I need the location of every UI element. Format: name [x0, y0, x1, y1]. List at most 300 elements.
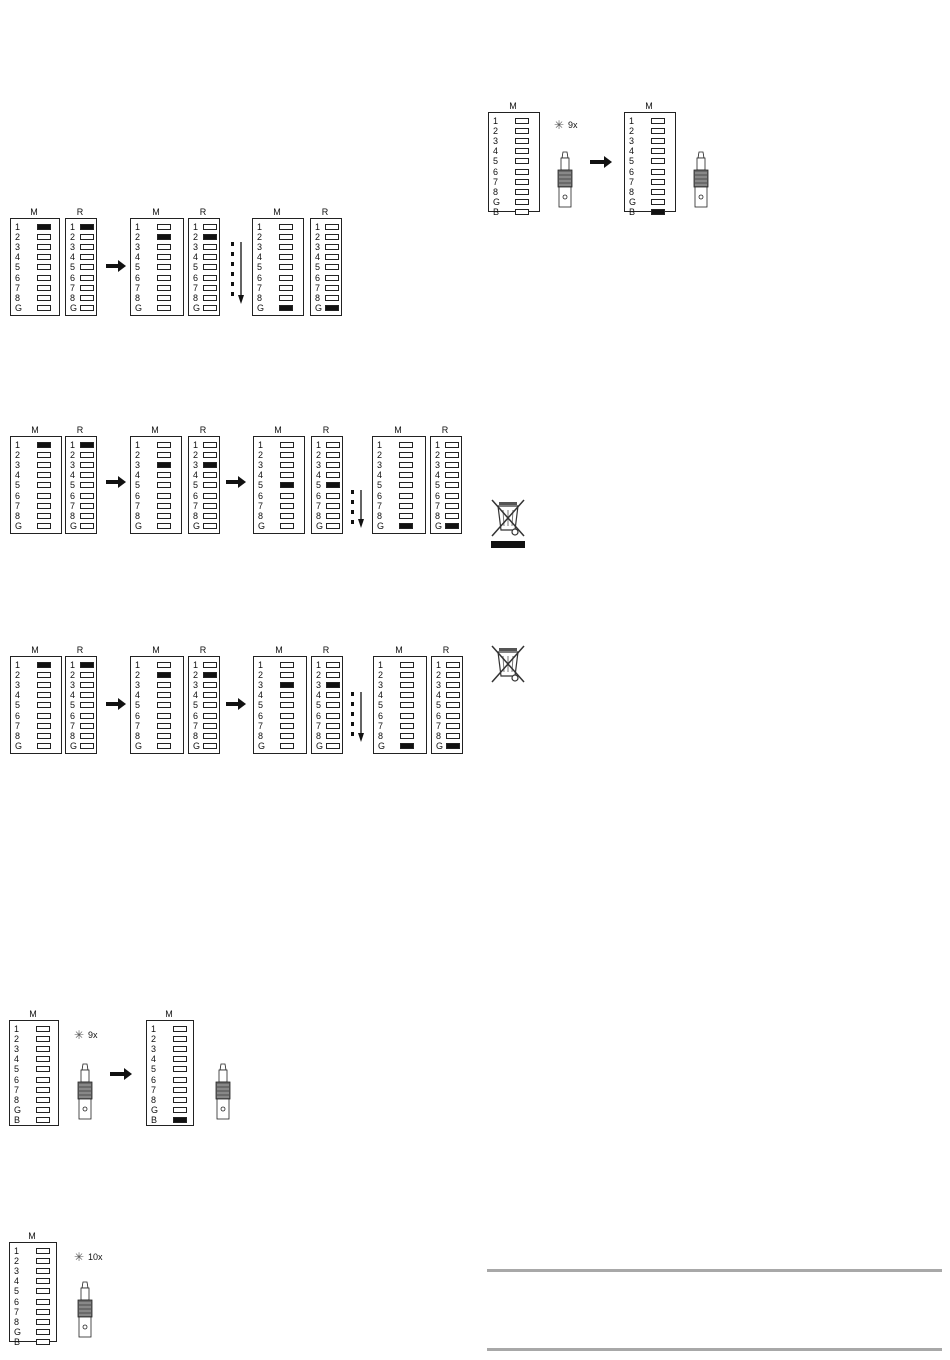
wire-row: [193, 521, 217, 531]
wire-row: [15, 232, 57, 242]
wire-number: G: [377, 520, 385, 531]
wire-row: [436, 700, 460, 710]
led-indicator: [203, 503, 217, 509]
wire-row: [257, 222, 301, 232]
wire-number: 6: [258, 710, 264, 721]
wire-number: 2: [70, 232, 76, 243]
remote-unit-panel: [311, 656, 343, 754]
wire-row: [257, 303, 301, 313]
wire-number: 7: [70, 720, 76, 731]
led-indicator: [36, 1036, 50, 1042]
led-indicator: [80, 493, 94, 499]
wire-row: [258, 470, 302, 480]
main-unit-panel: [10, 656, 62, 754]
wire-number: 5: [135, 700, 141, 711]
wire-row: [257, 252, 301, 262]
wire-number: G: [151, 1104, 159, 1115]
wire-row: [135, 222, 181, 232]
wire-row: [193, 731, 217, 741]
wire-number: 2: [315, 232, 321, 243]
main-unit-label: M: [273, 207, 281, 217]
wire-row: [14, 1105, 56, 1115]
led-indicator: [37, 295, 51, 301]
led-indicator: [36, 1258, 50, 1264]
wire-row: [193, 303, 217, 313]
wire-number: 8: [14, 1094, 20, 1105]
blink-count-text: 9x: [568, 120, 578, 130]
blink-star-icon: ✳: [74, 1028, 85, 1042]
wire-number: 8: [316, 730, 322, 741]
wire-row: [435, 460, 459, 470]
wire-number: 1: [377, 440, 383, 450]
wire-row: [193, 232, 217, 242]
wire-row: [15, 283, 57, 293]
wire-row: [436, 741, 460, 751]
wire-row: [70, 491, 94, 501]
main-unit-label: M: [29, 1009, 37, 1019]
wire-row: [15, 303, 57, 313]
wire-row: [316, 460, 340, 470]
wire-number: 4: [377, 470, 383, 481]
led-indicator: [399, 482, 413, 488]
remote-unit-label: R: [76, 645, 84, 655]
wire-number: 8: [135, 292, 141, 303]
wire-number: 6: [14, 1296, 20, 1307]
wire-number: 8: [435, 510, 441, 521]
led-indicator: [515, 148, 529, 154]
wire-row: [316, 690, 340, 700]
wire-number: 2: [15, 232, 21, 243]
main-unit-label: M: [394, 425, 402, 435]
wire-number: G: [257, 302, 265, 313]
wire-row: [70, 511, 94, 521]
wire-number: 4: [135, 690, 141, 701]
remote-unit-panel: [65, 436, 97, 534]
wire-number: 5: [435, 480, 441, 491]
wire-row: [193, 670, 217, 680]
remote-unit-label: R: [441, 425, 449, 435]
wire-row: [14, 1266, 54, 1276]
wire-row: [493, 207, 537, 217]
wire-number: 3: [629, 136, 635, 147]
right-arrow-icon: [106, 260, 126, 272]
led-indicator: [400, 723, 414, 729]
wire-number: 5: [193, 700, 199, 711]
wire-row: [378, 731, 424, 741]
remote-unit-label: R: [321, 207, 329, 217]
wire-row: [315, 293, 339, 303]
wire-row: [493, 116, 537, 126]
wire-number: 3: [14, 1044, 20, 1055]
wire-number: 6: [15, 272, 21, 283]
wire-number: 7: [435, 500, 441, 511]
wire-row: [70, 501, 94, 511]
wire-number: 8: [316, 510, 322, 521]
led-indicator: [203, 723, 217, 729]
led-indicator: [80, 462, 94, 468]
led-indicator: [173, 1066, 187, 1072]
led-indicator: [651, 138, 665, 144]
wire-number: 5: [15, 480, 21, 491]
remote-unit-label: R: [199, 645, 207, 655]
led-indicator: [280, 723, 294, 729]
wire-number: 3: [257, 242, 263, 253]
wire-number: 7: [193, 720, 199, 731]
led-indicator: [37, 733, 51, 739]
wire-number: 7: [15, 282, 21, 293]
wire-number: 1: [315, 222, 321, 232]
wire-number: B: [493, 206, 500, 217]
led-indicator: [36, 1046, 50, 1052]
main-unit-label: M: [275, 645, 283, 655]
led-lit-indicator: [203, 672, 217, 678]
wire-row: [257, 232, 301, 242]
led-indicator: [325, 285, 339, 291]
wire-number: 7: [377, 500, 383, 511]
wire-number: 7: [151, 1084, 157, 1095]
wire-number: 7: [436, 720, 442, 731]
wire-number: 6: [629, 166, 635, 177]
wire-number: 2: [493, 126, 499, 137]
led-indicator: [80, 285, 94, 291]
main-unit-label: M: [165, 1009, 173, 1019]
led-indicator: [279, 275, 293, 281]
led-indicator: [80, 254, 94, 260]
wire-row: [315, 252, 339, 262]
led-indicator: [399, 452, 413, 458]
wire-row: [436, 690, 460, 700]
led-indicator: [445, 493, 459, 499]
wire-number: 2: [151, 1034, 157, 1045]
wire-row: [316, 491, 340, 501]
led-indicator: [651, 189, 665, 195]
wire-number: 3: [258, 460, 264, 471]
wire-row: [135, 440, 179, 450]
wire-row: [436, 670, 460, 680]
wire-number: 6: [257, 272, 263, 283]
wire-number: 2: [193, 232, 199, 243]
led-indicator: [37, 264, 51, 270]
led-indicator: [37, 513, 51, 519]
wire-row: [316, 680, 340, 690]
wire-number: 4: [257, 252, 263, 263]
wire-row: [315, 283, 339, 293]
led-indicator: [280, 452, 294, 458]
wire-number: 4: [151, 1054, 157, 1065]
wire-row: [70, 731, 94, 741]
main-unit-panel: [9, 1020, 59, 1126]
wire-row: [629, 156, 673, 166]
led-indicator: [445, 462, 459, 468]
wire-number: 4: [15, 252, 21, 263]
led-indicator: [36, 1319, 50, 1325]
led-indicator: [280, 493, 294, 499]
wire-number: 6: [151, 1074, 157, 1085]
led-indicator: [37, 244, 51, 250]
led-indicator: [203, 442, 217, 448]
led-indicator: [279, 254, 293, 260]
led-indicator: [446, 672, 460, 678]
wire-row: [14, 1276, 54, 1286]
wire-number: 1: [135, 660, 141, 670]
main-unit-label: M: [645, 101, 653, 111]
wire-row: [377, 470, 423, 480]
led-indicator: [37, 713, 51, 719]
led-lit-indicator: [37, 662, 51, 668]
led-indicator: [651, 199, 665, 205]
led-indicator: [203, 472, 217, 478]
wire-number: 4: [436, 690, 442, 701]
wire-number: 8: [629, 186, 635, 197]
wire-row: [70, 252, 94, 262]
wire-row: [15, 262, 57, 272]
led-indicator: [80, 244, 94, 250]
led-indicator: [37, 482, 51, 488]
wire-number: G: [15, 520, 23, 531]
led-indicator: [157, 702, 171, 708]
led-indicator: [157, 472, 171, 478]
wire-row: [135, 470, 179, 480]
led-indicator: [157, 285, 171, 291]
wire-row: [151, 1075, 191, 1085]
wire-number: 6: [316, 490, 322, 501]
led-indicator: [36, 1278, 50, 1284]
led-indicator: [279, 234, 293, 240]
wire-row: [377, 501, 423, 511]
wire-row: [135, 501, 179, 511]
main-unit-panel: [10, 436, 62, 534]
wire-number: B: [151, 1114, 158, 1125]
wire-number: 7: [135, 500, 141, 511]
led-indicator: [37, 672, 51, 678]
wire-row: [14, 1307, 54, 1317]
wire-row: [193, 721, 217, 731]
led-indicator: [515, 199, 529, 205]
main-unit-panel: [488, 112, 540, 217]
led-lit-indicator: [37, 442, 51, 448]
wire-row: [193, 273, 217, 283]
blink-count-text: 10x: [88, 1252, 103, 1262]
wire-number: 5: [14, 1286, 20, 1297]
divider-line: [487, 1348, 942, 1351]
wire-row: [378, 700, 424, 710]
led-indicator: [326, 733, 340, 739]
wire-row: [258, 450, 302, 460]
led-indicator: [37, 493, 51, 499]
wire-row: [135, 252, 181, 262]
wire-row: [193, 440, 217, 450]
wire-number: 1: [629, 116, 635, 126]
wire-number: 7: [257, 282, 263, 293]
led-indicator: [157, 692, 171, 698]
wire-row: [258, 680, 304, 690]
wire-number: 4: [193, 470, 199, 481]
main-unit-panel: [253, 436, 305, 534]
wire-row: [15, 660, 59, 670]
wire-number: 8: [15, 730, 21, 741]
led-indicator: [203, 295, 217, 301]
led-indicator: [80, 305, 94, 311]
wire-row: [15, 460, 59, 470]
wire-number: 2: [257, 232, 263, 243]
wire-number: B: [14, 1336, 21, 1347]
led-lit-indicator: [157, 234, 171, 240]
wire-row: [14, 1044, 56, 1054]
wire-row: [14, 1115, 56, 1125]
wire-row: [14, 1075, 56, 1085]
wire-row: [151, 1034, 191, 1044]
wire-number: 7: [316, 500, 322, 511]
wire-row: [257, 262, 301, 272]
led-indicator: [80, 472, 94, 478]
wire-number: 4: [193, 252, 199, 263]
wire-number: 1: [316, 660, 322, 670]
wire-number: 8: [193, 292, 199, 303]
led-indicator: [157, 254, 171, 260]
wire-row: [15, 680, 59, 690]
wire-row: [257, 242, 301, 252]
wire-row: [135, 242, 181, 252]
wire-row: [135, 731, 181, 741]
wire-number: 7: [70, 500, 76, 511]
wire-row: [493, 136, 537, 146]
wire-number: 1: [493, 116, 499, 126]
led-indicator: [203, 682, 217, 688]
wire-row: [135, 273, 181, 283]
led-indicator: [203, 264, 217, 270]
right-arrow-icon: [226, 698, 246, 710]
wire-number: 4: [258, 690, 264, 701]
main-unit-label: M: [152, 645, 160, 655]
wire-number: G: [493, 196, 501, 207]
remote-probe-icon: [554, 150, 576, 210]
main-unit-label: M: [30, 207, 38, 217]
blink-count-text: 9x: [88, 1030, 98, 1040]
wire-row: [135, 670, 181, 680]
led-indicator: [203, 452, 217, 458]
wire-number: 3: [435, 460, 441, 471]
main-unit-label: M: [509, 101, 517, 111]
led-lit-indicator: [203, 462, 217, 468]
wire-number: 1: [378, 660, 384, 670]
led-indicator: [326, 713, 340, 719]
wire-row: [15, 450, 59, 460]
led-indicator: [80, 275, 94, 281]
wire-number: 2: [135, 450, 141, 461]
led-indicator: [80, 234, 94, 240]
wire-number: G: [135, 302, 143, 313]
wire-row: [70, 293, 94, 303]
wire-number: 6: [14, 1074, 20, 1085]
wire-row: [15, 440, 59, 450]
wire-number: 1: [258, 440, 264, 450]
wire-row: [14, 1095, 56, 1105]
led-indicator: [36, 1026, 50, 1032]
wire-row: [70, 470, 94, 480]
wire-number: 8: [135, 510, 141, 521]
led-indicator: [515, 209, 529, 215]
wire-number: B: [14, 1114, 21, 1125]
wire-number: 2: [436, 670, 442, 681]
wire-number: 2: [70, 670, 76, 681]
wire-row: [15, 242, 57, 252]
wire-row: [15, 470, 59, 480]
wire-row: [193, 222, 217, 232]
led-indicator: [279, 224, 293, 230]
led-indicator: [446, 692, 460, 698]
led-indicator: [203, 285, 217, 291]
wire-number: G: [378, 740, 386, 751]
led-indicator: [157, 662, 171, 668]
main-unit-label: M: [28, 1231, 36, 1241]
led-indicator: [326, 662, 340, 668]
led-indicator: [37, 702, 51, 708]
main-unit-panel: [10, 218, 60, 316]
wire-number: 2: [14, 1256, 20, 1267]
right-arrow-icon: [226, 476, 246, 488]
wire-number: 5: [315, 262, 321, 273]
wire-number: 7: [15, 500, 21, 511]
wire-number: 5: [258, 480, 264, 491]
wire-number: 8: [258, 510, 264, 521]
wire-row: [193, 501, 217, 511]
wire-number: 8: [135, 730, 141, 741]
remote-unit-label: R: [199, 425, 207, 435]
wire-number: 5: [316, 700, 322, 711]
wire-number: 5: [15, 700, 21, 711]
wire-number: 8: [378, 730, 384, 741]
wire-row: [15, 293, 57, 303]
wire-row: [258, 711, 304, 721]
led-indicator: [400, 682, 414, 688]
led-indicator: [400, 713, 414, 719]
led-indicator: [157, 503, 171, 509]
wire-number: 6: [315, 272, 321, 283]
led-indicator: [36, 1097, 50, 1103]
wire-row: [493, 126, 537, 136]
led-indicator: [399, 503, 413, 509]
wire-row: [135, 521, 179, 531]
led-indicator: [203, 523, 217, 529]
wire-row: [15, 721, 59, 731]
remote-unit-panel: [310, 218, 342, 316]
wire-number: 1: [14, 1024, 20, 1034]
wire-number: 4: [258, 470, 264, 481]
led-indicator: [400, 662, 414, 668]
wire-number: 8: [70, 510, 76, 521]
wire-row: [15, 711, 59, 721]
wire-number: 6: [377, 490, 383, 501]
led-indicator: [325, 295, 339, 301]
wire-number: 8: [70, 292, 76, 303]
wire-number: G: [193, 302, 201, 313]
wire-row: [378, 690, 424, 700]
wire-number: 3: [193, 680, 199, 691]
wire-number: 8: [151, 1094, 157, 1105]
wire-row: [257, 283, 301, 293]
wire-row: [377, 440, 423, 450]
wire-number: 1: [135, 222, 141, 232]
wire-number: 3: [70, 460, 76, 471]
wire-row: [257, 273, 301, 283]
wire-row: [14, 1034, 56, 1044]
led-indicator: [36, 1107, 50, 1113]
wire-row: [70, 670, 94, 680]
led-lit-indicator: [326, 482, 340, 488]
led-indicator: [36, 1077, 50, 1083]
led-indicator: [446, 733, 460, 739]
wire-number: 2: [15, 450, 21, 461]
